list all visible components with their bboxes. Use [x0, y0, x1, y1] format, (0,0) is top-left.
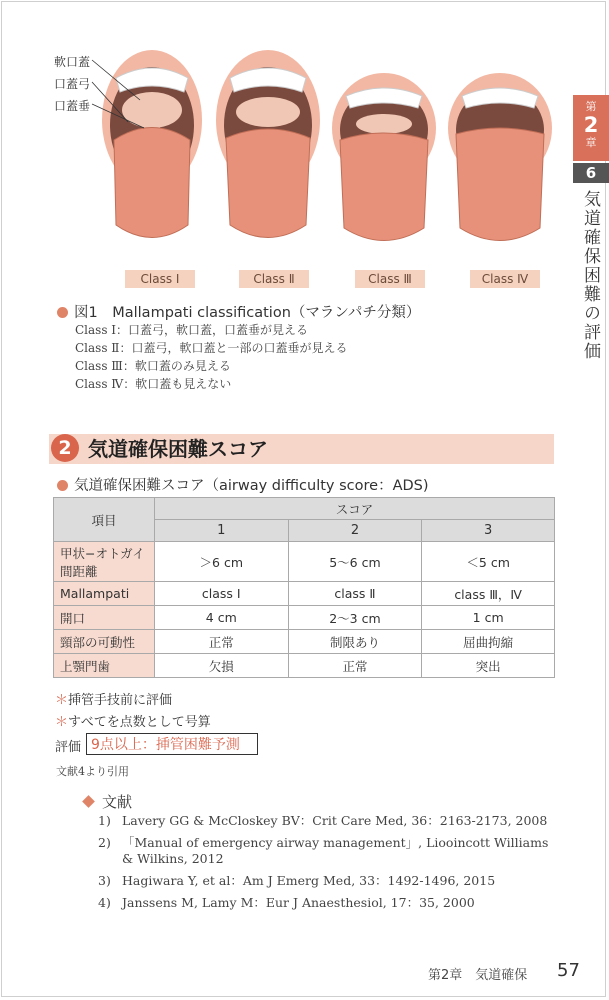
table-cell: 正常 — [288, 654, 422, 678]
figure-caption: 図1 Mallampati classification（マランパチ分類） — [57, 301, 420, 322]
class-label-4: Class Ⅳ — [470, 270, 540, 288]
table-cell: 正常 — [154, 630, 288, 654]
table-cell: 2〜3 cm — [288, 606, 422, 630]
eval-label: 評価 — [55, 740, 82, 755]
label-soft-palate: 軟口蓋 — [54, 55, 91, 69]
bullet-dot-icon — [57, 480, 68, 491]
score-col-1: 1 — [154, 520, 288, 542]
row-label: Mallampati — [54, 582, 155, 606]
class-label-2: Class Ⅱ — [239, 270, 309, 288]
caption-line: Class Ⅳ：軟口蓋も見えない — [75, 377, 232, 391]
table-cell: 1 cm — [422, 606, 555, 630]
row-label: 開口 — [54, 606, 155, 630]
asterisk-icon: ＊ — [55, 693, 69, 708]
row-label: 甲状−オトガイ間距離 — [54, 542, 155, 582]
table-cell: 屈曲拘縮 — [422, 630, 555, 654]
table-title: 気道確保困難スコア（airway difficulty score：ADS) — [57, 474, 429, 495]
score-table — [53, 497, 555, 678]
running-footer: 第2章 気道確保 — [428, 968, 528, 983]
row-label: 上顎門歯 — [54, 654, 155, 678]
label-palatal-arch: 口蓋弓 — [54, 77, 91, 91]
table-cell: 突出 — [422, 654, 555, 678]
list-item: 3) Hagiwara Y, et al：Am J Emerg Med, 33：1492-1496, 2015 — [98, 873, 496, 888]
mouth-class-3 — [332, 73, 436, 241]
section-title: 気道確保困難スコア — [88, 437, 268, 461]
mouth-class-4 — [448, 73, 552, 241]
caption-line: Class Ⅰ：口蓋弓，軟口蓋，口蓋垂が見える — [75, 323, 309, 337]
table-row — [54, 542, 555, 582]
table-cell: ＞6 cm — [154, 542, 288, 582]
diamond-icon — [82, 795, 95, 808]
table-row — [54, 654, 555, 678]
note-1: ＊挿管手技前に評価 — [55, 693, 173, 708]
bullet-dot-icon — [57, 307, 68, 318]
list-item: 2) 「Manual of emergency airway management」, Liooincott Williams & Wilkins, 2012 — [98, 835, 549, 866]
table-cell: 制限あり — [288, 630, 422, 654]
table-cell: class Ⅲ，Ⅳ — [422, 582, 555, 606]
table-row — [54, 606, 555, 630]
references-list — [98, 813, 558, 917]
table-row — [54, 582, 555, 606]
table-cell: 5〜6 cm — [288, 542, 422, 582]
table-cell: ＜5 cm — [422, 542, 555, 582]
asterisk-icon: ＊ — [55, 715, 69, 730]
mallampati-figure — [40, 40, 560, 300]
section-vertical-title: 気道確保困難の評価 — [580, 190, 600, 361]
list-item: 4) Janssens M, Lamy M：Eur J Anaesthesiol, 17：35, 2000 — [98, 895, 475, 910]
score-col-3: 3 — [422, 520, 555, 542]
caption-lines — [75, 321, 347, 393]
mouth-class-1 — [102, 50, 202, 238]
score-col-2: 2 — [288, 520, 422, 542]
table-row — [54, 630, 555, 654]
mouth-illustrations — [40, 40, 560, 270]
caption-line: Class Ⅱ：口蓋弓，軟口蓋と一部の口蓋垂が見える — [75, 341, 348, 355]
note-2: ＊すべてを点数として号算 — [55, 715, 211, 730]
table-header-row — [54, 498, 555, 520]
score-header: スコア — [154, 498, 554, 520]
item-header: 項目 — [54, 498, 155, 542]
mouth-class-2 — [216, 50, 320, 238]
source-citation: 文献4より引用 — [56, 765, 129, 778]
list-item: 1) Lavery GG & McCloskey BV：Crit Care Med, 36：2163-2173, 2008 — [98, 813, 548, 828]
eval-box: 9点以上：挿管困難予測 — [86, 733, 258, 755]
class-label-3: Class Ⅲ — [355, 270, 425, 288]
chapter-tab: 第 2 章 — [573, 95, 609, 161]
row-label: 頸部の可動性 — [54, 630, 155, 654]
label-uvula: 口蓋垂 — [54, 99, 91, 113]
table-cell: 欠損 — [154, 654, 288, 678]
table-cell: class Ⅰ — [154, 582, 288, 606]
class-label-1: Class Ⅰ — [125, 270, 195, 288]
section-tab: 6 — [573, 163, 609, 183]
caption-line: Class Ⅲ：軟口蓋のみ見える — [75, 359, 231, 373]
section-number-badge: 2 — [51, 434, 79, 462]
table-cell: class Ⅱ — [288, 582, 422, 606]
table-cell: 4 cm — [154, 606, 288, 630]
references-heading: 文献 — [84, 791, 132, 812]
page-number: 57 — [557, 960, 580, 981]
